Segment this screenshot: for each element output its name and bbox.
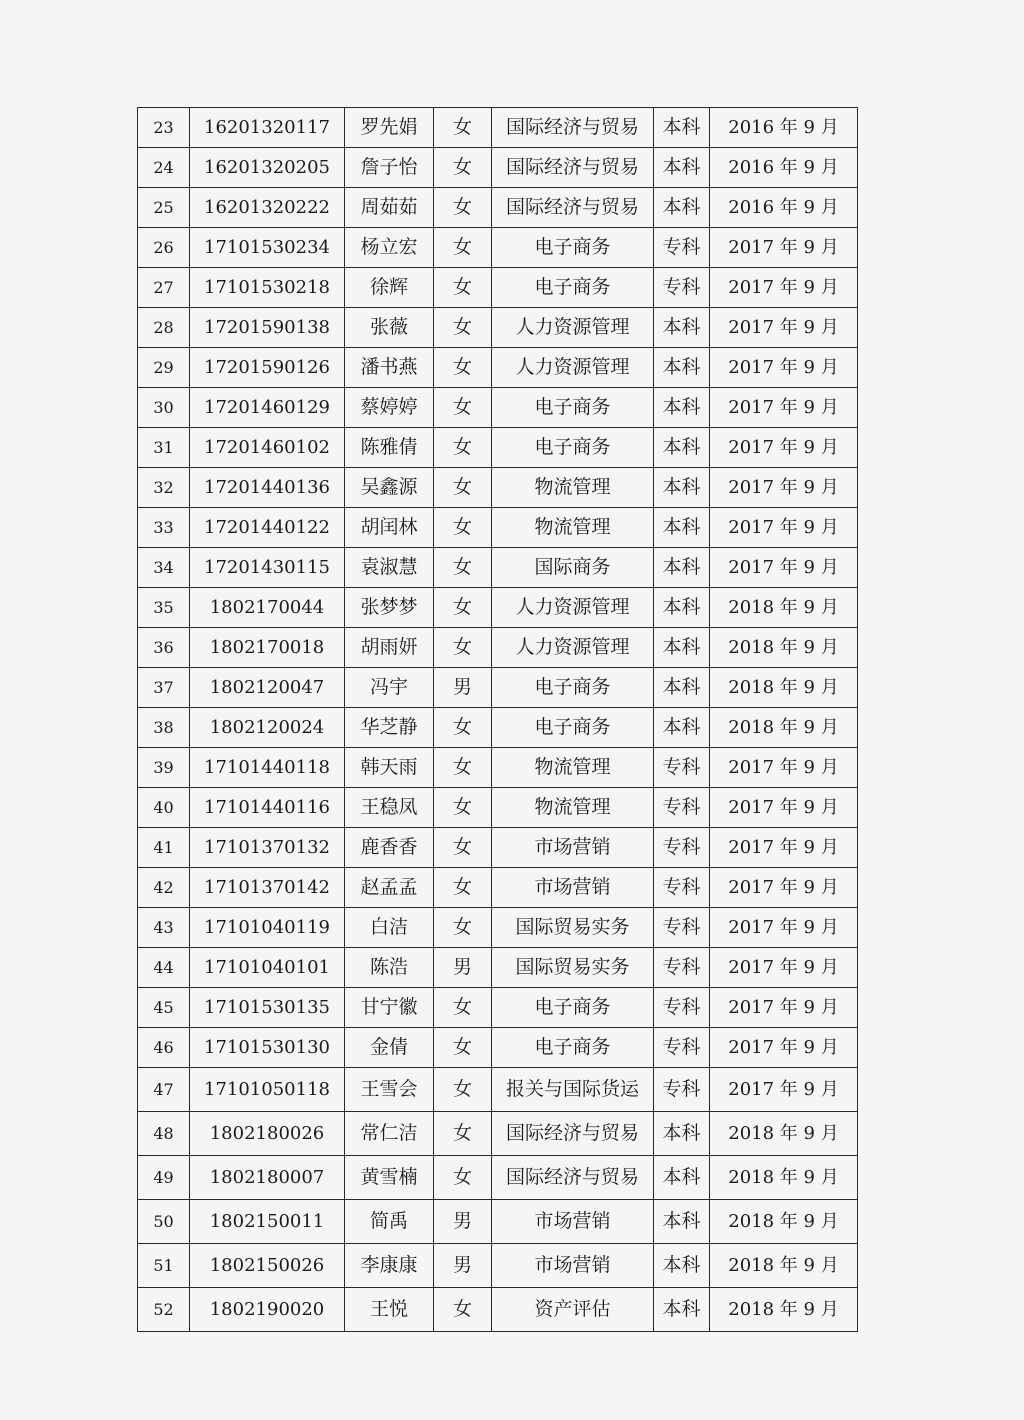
row-number: 52: [138, 1288, 190, 1332]
student-id: 1802180007: [190, 1156, 345, 1200]
row-number: 48: [138, 1112, 190, 1156]
student-major: 国际经济与贸易: [492, 1156, 654, 1200]
enrollment-date: 2018 年 9 月: [710, 1112, 858, 1156]
education-level: 本科: [654, 148, 710, 188]
education-level: 专科: [654, 788, 710, 828]
row-number: 30: [138, 388, 190, 428]
education-level: 专科: [654, 988, 710, 1028]
enrollment-date: 2018 年 9 月: [710, 628, 858, 668]
table-row: [138, 108, 858, 148]
education-level: 本科: [654, 468, 710, 508]
enrollment-date: 2016 年 9 月: [710, 188, 858, 228]
row-number: 32: [138, 468, 190, 508]
student-id: 1802180026: [190, 1112, 345, 1156]
table-row: [138, 548, 858, 588]
student-gender: 女: [434, 1112, 492, 1156]
student-id: 1802190020: [190, 1288, 345, 1332]
student-id: 17201460102: [190, 428, 345, 468]
student-major: 电子商务: [492, 708, 654, 748]
student-id: 17101440118: [190, 748, 345, 788]
table-row: [138, 748, 858, 788]
education-level: 专科: [654, 228, 710, 268]
education-level: 专科: [654, 1028, 710, 1068]
student-gender: 女: [434, 1156, 492, 1200]
education-level: 专科: [654, 748, 710, 788]
student-id: 1802120024: [190, 708, 345, 748]
education-level: 本科: [654, 1156, 710, 1200]
enrollment-date: 2018 年 9 月: [710, 1288, 858, 1332]
student-gender: 女: [434, 1288, 492, 1332]
student-id: 17101530234: [190, 228, 345, 268]
table-row: [138, 1156, 858, 1200]
student-id: 17101530218: [190, 268, 345, 308]
table-row: [138, 308, 858, 348]
row-number: 49: [138, 1156, 190, 1200]
student-major: 电子商务: [492, 428, 654, 468]
student-id: 17101440116: [190, 788, 345, 828]
table-row: [138, 1028, 858, 1068]
student-gender: 女: [434, 268, 492, 308]
student-name: 杨立宏: [345, 228, 434, 268]
student-id: 17101050118: [190, 1068, 345, 1112]
student-gender: 女: [434, 868, 492, 908]
table-row: [138, 428, 858, 468]
student-id: 17201440136: [190, 468, 345, 508]
student-gender: 女: [434, 788, 492, 828]
row-number: 39: [138, 748, 190, 788]
student-id: 16201320205: [190, 148, 345, 188]
student-name: 胡雨妍: [345, 628, 434, 668]
row-number: 37: [138, 668, 190, 708]
student-id: 16201320222: [190, 188, 345, 228]
enrollment-date: 2017 年 9 月: [710, 748, 858, 788]
student-major: 人力资源管理: [492, 628, 654, 668]
education-level: 本科: [654, 1200, 710, 1244]
student-name: 詹子怡: [345, 148, 434, 188]
row-number: 26: [138, 228, 190, 268]
enrollment-date: 2017 年 9 月: [710, 508, 858, 548]
table-row: [138, 828, 858, 868]
student-gender: 女: [434, 1068, 492, 1112]
education-level: 本科: [654, 428, 710, 468]
student-major: 国际经济与贸易: [492, 1112, 654, 1156]
table-row: [138, 188, 858, 228]
student-id: 17201590138: [190, 308, 345, 348]
student-name: 胡闰林: [345, 508, 434, 548]
enrollment-date: 2017 年 9 月: [710, 308, 858, 348]
enrollment-date: 2017 年 9 月: [710, 468, 858, 508]
student-major: 电子商务: [492, 228, 654, 268]
enrollment-date: 2017 年 9 月: [710, 1028, 858, 1068]
student-name: 简禹: [345, 1200, 434, 1244]
student-name: 张梦梦: [345, 588, 434, 628]
enrollment-date: 2017 年 9 月: [710, 428, 858, 468]
education-level: 专科: [654, 828, 710, 868]
education-level: 本科: [654, 348, 710, 388]
student-name: 鹿香香: [345, 828, 434, 868]
student-gender: 女: [434, 908, 492, 948]
student-gender: 女: [434, 468, 492, 508]
student-gender: 男: [434, 668, 492, 708]
enrollment-date: 2017 年 9 月: [710, 788, 858, 828]
student-gender: 女: [434, 108, 492, 148]
student-gender: 女: [434, 428, 492, 468]
education-level: 专科: [654, 948, 710, 988]
student-gender: 女: [434, 548, 492, 588]
enrollment-date: 2017 年 9 月: [710, 268, 858, 308]
row-number: 27: [138, 268, 190, 308]
student-gender: 女: [434, 1028, 492, 1068]
table-row: [138, 988, 858, 1028]
table-row: [138, 948, 858, 988]
student-name: 黄雪楠: [345, 1156, 434, 1200]
row-number: 31: [138, 428, 190, 468]
student-name: 金倩: [345, 1028, 434, 1068]
education-level: 本科: [654, 188, 710, 228]
student-gender: 女: [434, 308, 492, 348]
student-major: 市场营销: [492, 1200, 654, 1244]
enrollment-date: 2017 年 9 月: [710, 908, 858, 948]
enrollment-date: 2018 年 9 月: [710, 588, 858, 628]
enrollment-date: 2017 年 9 月: [710, 868, 858, 908]
student-name: 陈雅倩: [345, 428, 434, 468]
student-id: 17101370132: [190, 828, 345, 868]
table-row: [138, 588, 858, 628]
table-row: [138, 908, 858, 948]
student-id: 17101530135: [190, 988, 345, 1028]
row-number: 51: [138, 1244, 190, 1288]
student-id: 17201590126: [190, 348, 345, 388]
table-row: [138, 1112, 858, 1156]
row-number: 34: [138, 548, 190, 588]
student-major: 市场营销: [492, 1244, 654, 1288]
student-major: 电子商务: [492, 388, 654, 428]
enrollment-date: 2017 年 9 月: [710, 348, 858, 388]
education-level: 专科: [654, 1068, 710, 1112]
student-name: 张薇: [345, 308, 434, 348]
student-id: 17101040101: [190, 948, 345, 988]
enrollment-date: 2016 年 9 月: [710, 148, 858, 188]
student-id: 17101370142: [190, 868, 345, 908]
student-name: 吴鑫源: [345, 468, 434, 508]
student-id: 17201430115: [190, 548, 345, 588]
student-name: 常仁洁: [345, 1112, 434, 1156]
student-gender: 男: [434, 1200, 492, 1244]
table-row: [138, 708, 858, 748]
row-number: 36: [138, 628, 190, 668]
education-level: 本科: [654, 708, 710, 748]
student-major: 市场营销: [492, 828, 654, 868]
enrollment-date: 2017 年 9 月: [710, 388, 858, 428]
roster-body: [138, 108, 858, 1332]
table-row: [138, 1200, 858, 1244]
row-number: 33: [138, 508, 190, 548]
table-row: [138, 148, 858, 188]
student-major: 国际经济与贸易: [492, 108, 654, 148]
enrollment-date: 2018 年 9 月: [710, 1200, 858, 1244]
row-number: 42: [138, 868, 190, 908]
table-row: [138, 1068, 858, 1112]
student-major: 物流管理: [492, 788, 654, 828]
enrollment-date: 2017 年 9 月: [710, 828, 858, 868]
student-major: 物流管理: [492, 508, 654, 548]
row-number: 46: [138, 1028, 190, 1068]
student-name: 华芝静: [345, 708, 434, 748]
row-number: 28: [138, 308, 190, 348]
student-name: 赵孟孟: [345, 868, 434, 908]
education-level: 本科: [654, 548, 710, 588]
row-number: 38: [138, 708, 190, 748]
table-row: [138, 668, 858, 708]
student-id: 1802120047: [190, 668, 345, 708]
education-level: 本科: [654, 588, 710, 628]
enrollment-date: 2018 年 9 月: [710, 1156, 858, 1200]
table-row: [138, 468, 858, 508]
student-roster-table: [137, 107, 858, 1332]
row-number: 29: [138, 348, 190, 388]
student-major: 国际经济与贸易: [492, 188, 654, 228]
student-major: 国际贸易实务: [492, 948, 654, 988]
student-major: 国际贸易实务: [492, 908, 654, 948]
enrollment-date: 2017 年 9 月: [710, 988, 858, 1028]
enrollment-date: 2016 年 9 月: [710, 108, 858, 148]
enrollment-date: 2017 年 9 月: [710, 548, 858, 588]
student-major: 电子商务: [492, 988, 654, 1028]
row-number: 24: [138, 148, 190, 188]
education-level: 本科: [654, 388, 710, 428]
student-gender: 女: [434, 748, 492, 788]
student-gender: 女: [434, 628, 492, 668]
education-level: 本科: [654, 668, 710, 708]
student-major: 资产评估: [492, 1288, 654, 1332]
student-name: 潘书燕: [345, 348, 434, 388]
student-name: 徐辉: [345, 268, 434, 308]
student-gender: 女: [434, 828, 492, 868]
enrollment-date: 2017 年 9 月: [710, 228, 858, 268]
student-major: 市场营销: [492, 868, 654, 908]
student-gender: 女: [434, 508, 492, 548]
table-row: [138, 268, 858, 308]
student-major: 电子商务: [492, 668, 654, 708]
student-gender: 女: [434, 388, 492, 428]
education-level: 本科: [654, 1244, 710, 1288]
student-name: 蔡婷婷: [345, 388, 434, 428]
student-major: 电子商务: [492, 1028, 654, 1068]
student-gender: 男: [434, 948, 492, 988]
student-id: 17201460129: [190, 388, 345, 428]
student-gender: 女: [434, 188, 492, 228]
student-gender: 女: [434, 148, 492, 188]
table-row: [138, 1244, 858, 1288]
row-number: 50: [138, 1200, 190, 1244]
student-gender: 女: [434, 708, 492, 748]
student-major: 国际商务: [492, 548, 654, 588]
table-row: [138, 1288, 858, 1332]
education-level: 本科: [654, 628, 710, 668]
education-level: 本科: [654, 1112, 710, 1156]
education-level: 本科: [654, 1288, 710, 1332]
education-level: 本科: [654, 508, 710, 548]
table-row: [138, 348, 858, 388]
student-name: 王稳凤: [345, 788, 434, 828]
enrollment-date: 2018 年 9 月: [710, 708, 858, 748]
student-major: 国际经济与贸易: [492, 148, 654, 188]
enrollment-date: 2018 年 9 月: [710, 1244, 858, 1288]
student-name: 甘宁徽: [345, 988, 434, 1028]
row-number: 35: [138, 588, 190, 628]
row-number: 41: [138, 828, 190, 868]
row-number: 44: [138, 948, 190, 988]
table-row: [138, 788, 858, 828]
enrollment-date: 2018 年 9 月: [710, 668, 858, 708]
table-row: [138, 508, 858, 548]
student-major: 人力资源管理: [492, 588, 654, 628]
student-major: 人力资源管理: [492, 308, 654, 348]
student-id: 1802170018: [190, 628, 345, 668]
student-major: 物流管理: [492, 748, 654, 788]
student-name: 罗先娟: [345, 108, 434, 148]
student-name: 李康康: [345, 1244, 434, 1288]
student-name: 白洁: [345, 908, 434, 948]
student-gender: 女: [434, 348, 492, 388]
student-id: 17201440122: [190, 508, 345, 548]
student-name: 袁淑慧: [345, 548, 434, 588]
student-id: 17101530130: [190, 1028, 345, 1068]
table-row: [138, 228, 858, 268]
row-number: 40: [138, 788, 190, 828]
education-level: 本科: [654, 308, 710, 348]
student-name: 周茹茹: [345, 188, 434, 228]
student-id: 1802150011: [190, 1200, 345, 1244]
row-number: 25: [138, 188, 190, 228]
student-name: 王悦: [345, 1288, 434, 1332]
student-id: 1802150026: [190, 1244, 345, 1288]
student-gender: 女: [434, 588, 492, 628]
student-major: 报关与国际货运: [492, 1068, 654, 1112]
student-name: 冯宇: [345, 668, 434, 708]
student-gender: 女: [434, 228, 492, 268]
row-number: 45: [138, 988, 190, 1028]
student-name: 陈浩: [345, 948, 434, 988]
education-level: 专科: [654, 908, 710, 948]
student-name: 王雪会: [345, 1068, 434, 1112]
student-id: 17101040119: [190, 908, 345, 948]
enrollment-date: 2017 年 9 月: [710, 948, 858, 988]
student-major: 电子商务: [492, 268, 654, 308]
student-id: 16201320117: [190, 108, 345, 148]
enrollment-date: 2017 年 9 月: [710, 1068, 858, 1112]
row-number: 47: [138, 1068, 190, 1112]
student-major: 物流管理: [492, 468, 654, 508]
table-row: [138, 628, 858, 668]
student-major: 人力资源管理: [492, 348, 654, 388]
row-number: 43: [138, 908, 190, 948]
student-id: 1802170044: [190, 588, 345, 628]
student-gender: 女: [434, 988, 492, 1028]
education-level: 专科: [654, 268, 710, 308]
education-level: 本科: [654, 108, 710, 148]
student-gender: 男: [434, 1244, 492, 1288]
student-name: 韩天雨: [345, 748, 434, 788]
education-level: 专科: [654, 868, 710, 908]
table-row: [138, 868, 858, 908]
table-row: [138, 388, 858, 428]
row-number: 23: [138, 108, 190, 148]
